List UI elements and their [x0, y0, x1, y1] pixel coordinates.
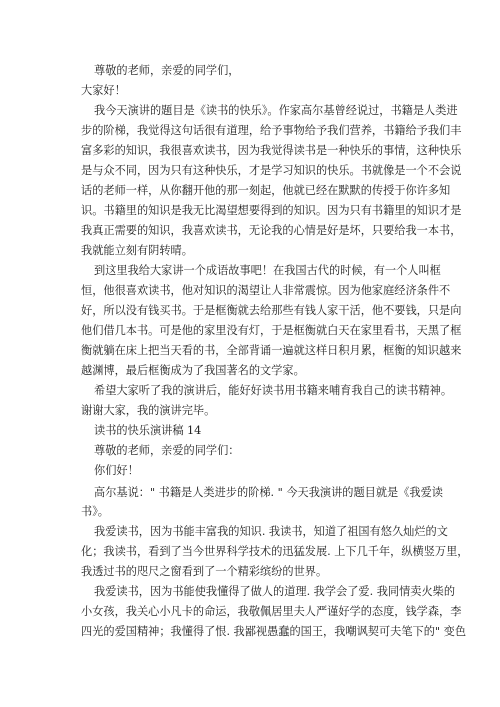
- salutation-1: 尊敬的老师，亲爱的同学们，: [94, 64, 240, 77]
- para-6-line-2: 小女孩，我关心小凡卡的命运，我敬佩居里夫人严谨好学的态度，钱学森，李: [81, 605, 462, 618]
- para-2-line-1: 到这里我给大家讲一个成语故事吧！在我国古代的时候，有一个人叫框: [94, 264, 441, 277]
- greeting-2: 你们好！: [94, 464, 139, 477]
- para-6-line-3: 四光的爱国精神；我懂得了恨. 我鄙视愚蠢的国王，我嘲讽契可夫笔下的" 变色: [81, 625, 467, 638]
- para-1-line-2: 步的阶梯，我觉得这句话很有道理，给予事物给予我们营养，书籍给予我们丰: [81, 124, 462, 137]
- para-1-line-4: 是与众不同，因为只有这种快乐，才是学习知识的快乐。书就像是一个不会说: [81, 164, 462, 177]
- para-3-line-2: 谢谢大家，我的演讲完毕。: [81, 404, 216, 417]
- para-2-line-3: 好，所以没有钱买书。于是框衡就去给那些有钱人家干活，他不要钱，只是向: [81, 304, 462, 317]
- para-5-line-1: 我爱读书，因为书能丰富我的知识. 我读书，知道了祖国有悠久灿烂的文: [94, 525, 448, 538]
- para-1-line-8: 我就能立刻有阴转晴。: [81, 244, 193, 257]
- para-4-line-2: 书》。: [81, 505, 109, 518]
- section-title: 读书的快乐演讲稿 14: [94, 424, 202, 437]
- para-5-line-3: 我透过书的咫尺之窗看到了一个精彩缤纷的世界。: [81, 565, 328, 578]
- para-1-line-5: 话的老师一样，从你翻开他的那一刻起，他就已经在默默的传授于你许多知: [81, 184, 451, 197]
- para-6-line-1: 我爱读书，因为书能使我懂得了做人的道理. 我学会了爱. 我同情卖火柴的: [94, 585, 456, 598]
- greeting-1: 大家好！: [81, 84, 126, 97]
- para-1-line-1: 我今天演讲的题目是《读书的快乐》。作家高尔基曾经说过，书籍是人类进: [94, 104, 458, 117]
- salutation-2: 尊敬的老师，亲爱的同学们：: [94, 444, 240, 457]
- para-2-line-2: 恒，他很喜欢读书，他对知识的渴望让人非常震惊。因为他家庭经济条件不: [81, 284, 451, 297]
- para-2-line-5: 衡就躺在床上把当天看的书，全部背诵一遍就这样日积月累，框衡的知识越来: [81, 344, 462, 357]
- para-5-line-2: 化；我读书，看到了当今世界科学技术的迅猛发展. 上下几千年，纵横竖万里，: [81, 545, 469, 558]
- para-2-line-6: 越渊博，最后框衡成为了我国著名的文学家。: [81, 364, 305, 377]
- para-4-line-1: 高尔基说：" 书籍是人类进步的阶梯. " 今天我演讲的题目就是《我爱读: [94, 486, 443, 499]
- para-2-line-4: 他们借几本书。可是他的家里没有灯，于是框衡就白天在家里看书，天黑了框: [81, 324, 462, 337]
- para-1-line-3: 富多彩的知识，我很喜欢读书，因为我觉得读书是一种快乐的事情，这种快乐: [81, 144, 462, 157]
- para-1-line-7: 我真正需要的知识，我喜欢读书，无论我的心情是好是坏，只要给我一本书，: [81, 224, 462, 237]
- para-3-line-1: 希望大家听了我的演讲后，能好好读书用书籍来哺育我自己的读书精神。: [94, 384, 453, 397]
- para-1-line-6: 识。书籍里的知识是我无比渴望想要得到的知识。因为只有书籍里的知识才是: [81, 204, 462, 217]
